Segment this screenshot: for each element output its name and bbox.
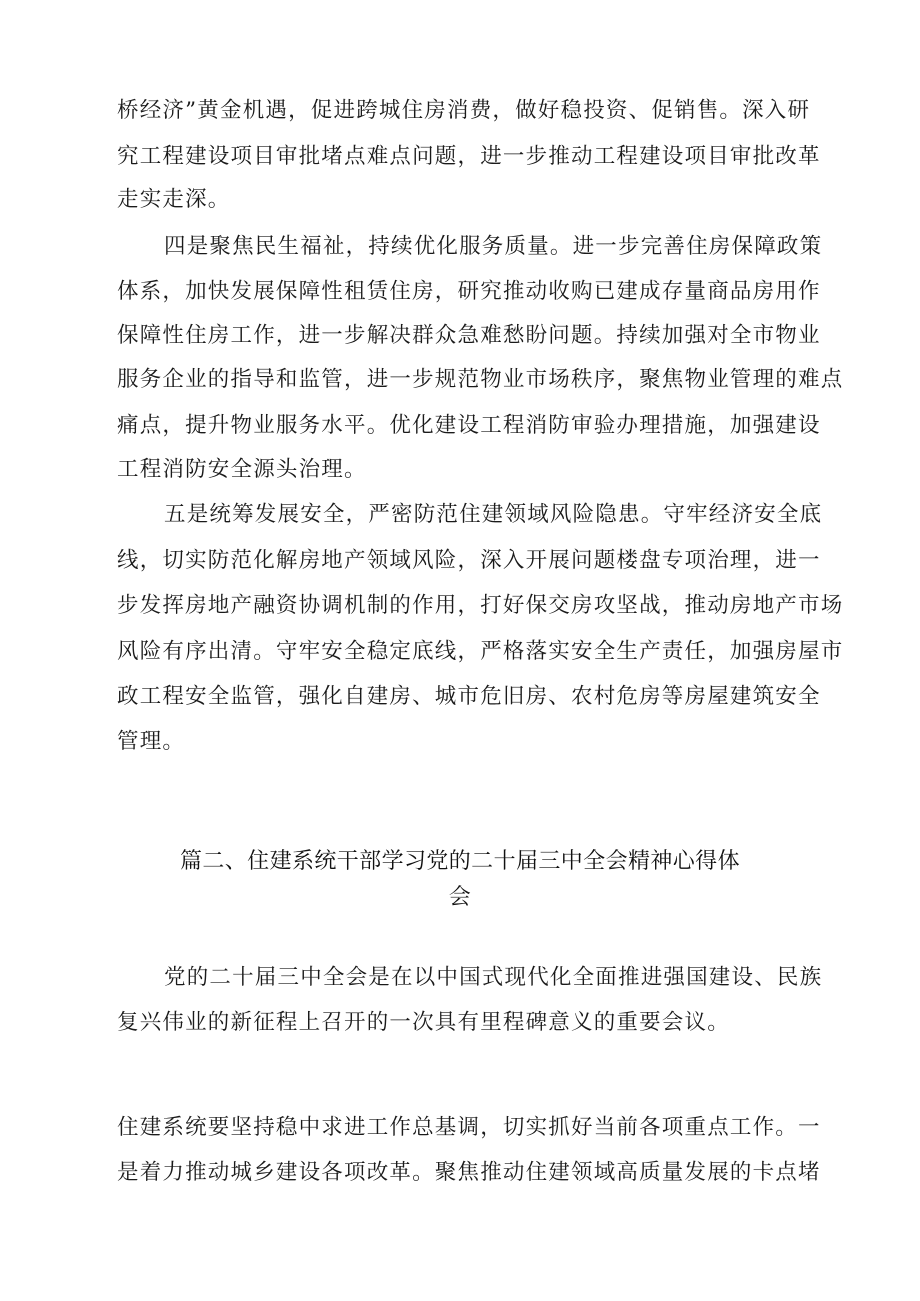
text-line: 管理。 bbox=[117, 729, 186, 754]
text-line: 复兴伟业的新征程上召开的一次具有里程碑意义的重要会议。 bbox=[117, 1010, 730, 1035]
text-line: 保障性住房工作，进一步解决群众急难愁盼问题。持续加强对全市物业 bbox=[117, 323, 821, 348]
text-line: 步发挥房地产融资协调机制的作用，打好保交房攻坚战，推动房地产市场 bbox=[117, 593, 844, 618]
section-heading-continued: 会 bbox=[448, 885, 472, 910]
text-line: 走实走深。 bbox=[117, 187, 231, 212]
text-line: 究工程建设项目审批堵点难点问题，进一步推动工程建设项目审批改革 bbox=[117, 144, 821, 169]
text-line: 工程消防安全源头治理。 bbox=[117, 457, 367, 482]
text-line: 四是聚焦民生福祉，持续优化服务质量。进一步完善住房保障政策 bbox=[164, 234, 823, 259]
text-line: 风险有序出清。守牢安全稳定底线，严格落实安全生产责任，加强房屋市 bbox=[117, 639, 844, 664]
text-line: 政工程安全监管，强化自建房、城市危旧房、农村危房等房屋建筑安全 bbox=[117, 684, 821, 709]
text-line: 党的二十届三中全会是在以中国式现代化全面推进强国建设、民族 bbox=[164, 965, 823, 990]
text-line: 服务企业的指导和监管，进一步规范物业市场秩序，聚焦物业管理的难点 bbox=[117, 367, 844, 392]
section-heading: 篇二、住建系统干部学习党的二十届三中全会精神心得体 bbox=[179, 849, 740, 874]
text-line: 住建系统要坚持稳中求进工作总基调，切实抓好当前各项重点工作。一 bbox=[117, 1115, 821, 1140]
text-line: 痛点，提升物业服务水平。优化建设工程消防审验办理措施，加强建设 bbox=[117, 413, 821, 438]
text-line: 线，切实防范化解房地产领域风险，深入开展问题楼盘专项治理，进一 bbox=[117, 548, 821, 573]
text-line: 体系，加快发展保障性租赁住房，研究推动收购已建成存量商品房用作 bbox=[117, 279, 821, 304]
text-line: 是着力推动城乡建设各项改革。聚焦推动住建领域高质量发展的卡点堵 bbox=[117, 1160, 821, 1185]
text-line: 桥经济”黄金机遇，促进跨城住房消费，做好稳投资、促销售。深入研 bbox=[117, 98, 811, 123]
text-line: 五是统筹发展安全，严密防范住建领域风险隐患。守牢经济安全底 bbox=[164, 502, 823, 527]
